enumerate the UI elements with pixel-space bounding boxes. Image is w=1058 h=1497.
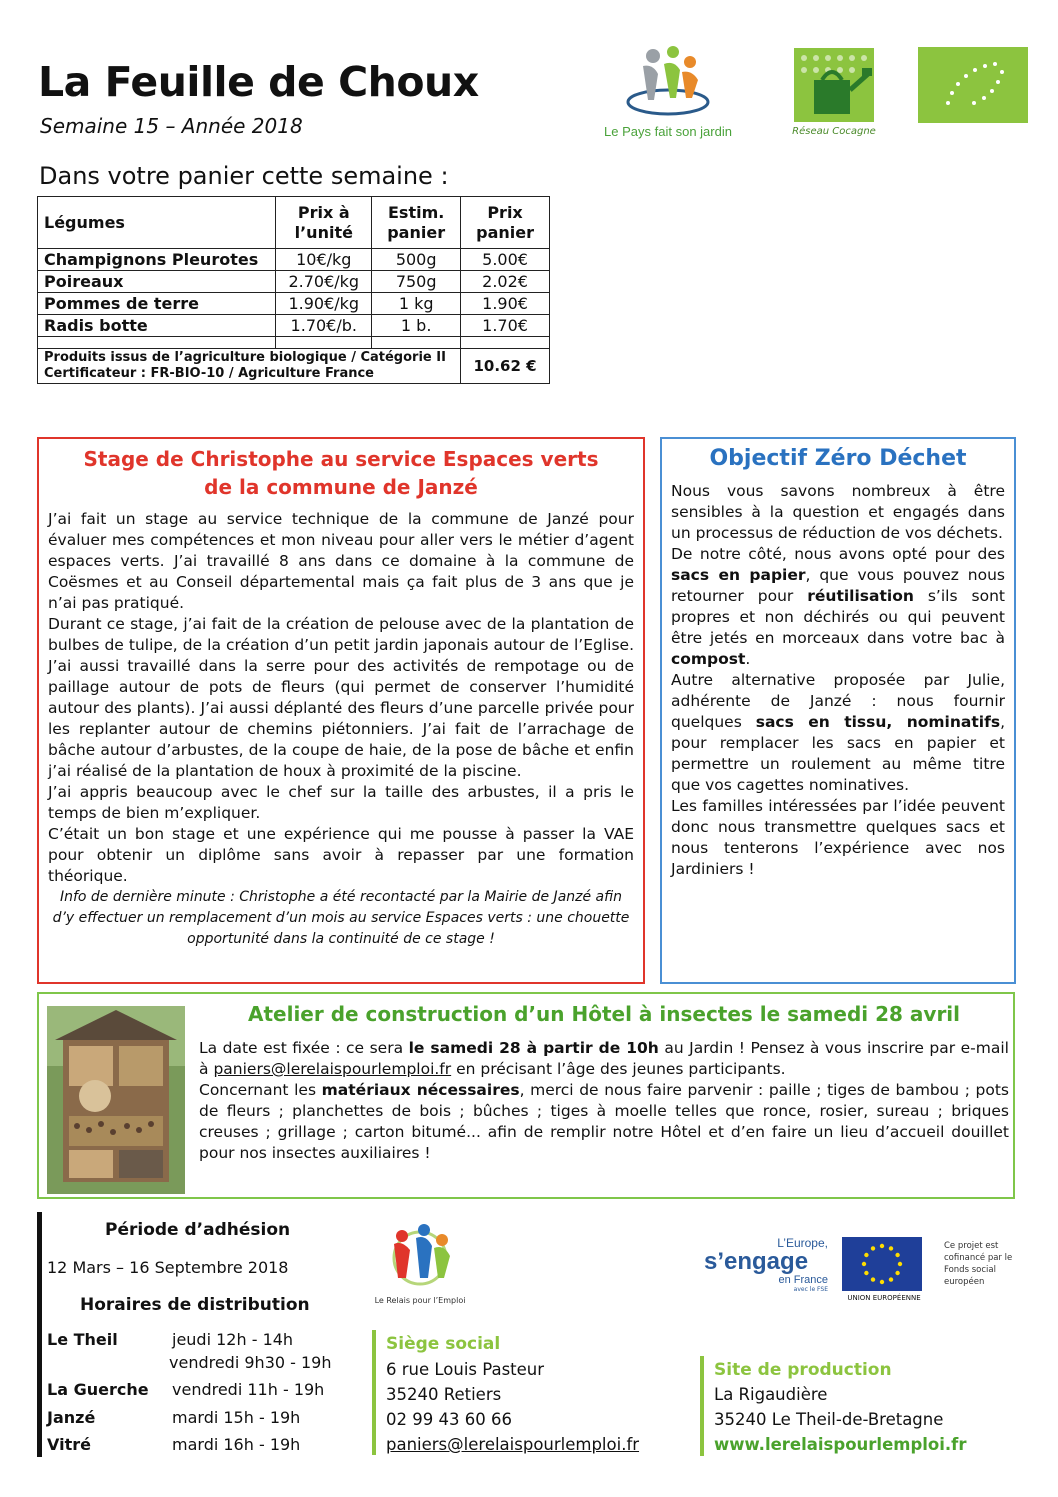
zero-paragraph [671,670,1005,796]
table-row [38,271,550,293]
row-estimate: 1 kg [372,293,461,315]
reseau-cocagne-logo [786,46,882,142]
atelier-paragraph [199,1038,1009,1080]
row-unit-price: 1.70€/b. [276,315,372,337]
text-run: Concernant les [199,1081,322,1099]
row-price: 1.70€ [461,315,550,337]
siege-address: 6 rue Louis Pasteur [386,1360,545,1379]
header-price: Prix panier [461,197,550,249]
footer-divider-bar [37,1212,42,1457]
engage-line-1: L’Europe, [777,1236,828,1250]
atelier-article [37,992,1015,1199]
table-footer-row [38,349,550,384]
stage-paragraph: Durant ce stage, j’ai fait de la création de pelouse avec de la plantation de bulbes de tulipe, de la création d’un petit jardin japonais autour de l’Eglise. J’ai aussi travaillé dans la serre pour des activités de rempotage ou de paillage autour de pots de fleurs (qui permet de conserver l’humidité autour des plants). J’ai aussi déplanté des fleurs d’une parcelle privée pour les replanter autour de chemins piétonniers. J’ai fait de l’arrachage de bâche autour d’arbustes, de la coupe de haie, de la pose de bâche et enfin j’ai réalisé de la plantation de houx à proximité de la piscine. [48,615,634,780]
zero-dechet-title: Objectif Zéro Déchet [709,446,967,471]
row-estimate: 750g [372,271,461,293]
stage-paragraph: C’était un bon stage et une expérience qui me pousse à passer la VAE pour obtenir un diplôme sans avoir à repasser par une formation théorique. [48,825,634,885]
stage-title [48,445,634,501]
spacer-cell [38,337,276,349]
zero-dechet-body [671,481,1005,880]
eu-organic-logo [918,47,1028,123]
atelier-title: Atelier de construction d’un Hôtel à insectes le samedi 28 avril [247,1002,961,1026]
row-name: Poireaux [38,271,276,293]
row-price: 2.02€ [461,271,550,293]
bold-run: sacs en papier [671,566,806,584]
siege-email-link[interactable]: paniers@lerelaispourlemploi.fr [386,1435,640,1454]
stage-body [48,509,634,887]
schedule-time: mardi 15h - 19h [172,1408,301,1427]
stage-title-line-2: de la commune de Janzé [204,475,478,499]
row-name: Champignons Pleurotes [38,249,276,271]
certification-line-1: Produits issus de l’agriculture biologique / Catégorie II [44,350,446,365]
people-hands-icon [380,1220,460,1294]
siege-phone: 02 99 43 60 66 [386,1410,512,1429]
atelier-body [199,1038,1009,1164]
text-run: La date est fixée : ce sera [199,1039,409,1057]
bold-run: le samedi 28 à partir de 10h [408,1039,659,1057]
row-unit-price: 10€/kg [276,249,372,271]
basket-heading: Dans votre panier cette semaine : [39,162,449,190]
zero-paragraph: Les familles intéressées par l’idée peuvent donc nous transmettre quelques sacs et nous tenterons l’expérience avec nos Jardiniers ! [671,797,1005,878]
row-unit-price: 2.70€/kg [276,271,372,293]
website-link[interactable]: www.lerelaispourlemploi.fr [714,1435,967,1454]
text-run: Autre alternative proposée par Julie, adhérente de Janzé : nous fournir quelques [671,671,1005,731]
email-link[interactable]: paniers@lerelaispourlemploi.fr [213,1060,452,1078]
header-estimate: Estim. panier [372,197,461,249]
stage-paragraph: J’ai fait un stage au service technique de la commune de Janzé pour évaluer mes compétences et mon niveau pour aller vers le métier d’agent espaces verts. J’ai travaillé 8 ans dans ce domaine à la commune de Coësmes et au Conseil départemental mais ça fait plus de 3 ans que je n’ai pas pratiqué. [48,510,634,612]
engage-line-2: s’engage [704,1248,809,1275]
certification-cell [38,349,461,384]
people-circle-icon [618,44,718,122]
periode-title: Période d’adhésion [105,1220,291,1240]
eu-stars-icon [842,1237,922,1291]
row-price: 5.00€ [461,249,550,271]
zero-dechet-article [660,437,1016,984]
bold-run: sacs en tissu, nominatifs [755,713,1001,731]
row-name: Pommes de terre [38,293,276,315]
schedule-place: Vitré [47,1435,91,1454]
schedule-place: Janzé [47,1408,96,1427]
basket-total: 10.62 € [461,349,550,384]
schedule-time: jeudi 12h - 14h [172,1330,294,1349]
table-row [38,315,550,337]
stage-title-line-1: Stage de Christophe au service Espaces verts [83,447,599,471]
site-city: 35240 Le Theil-de-Bretagne [714,1410,944,1429]
zero-paragraph [671,544,1005,670]
spacer-cell [276,337,372,349]
schedule-place: Le Theil [47,1330,118,1349]
text-run: s’ils sont propres et non déchirés ou qui peuvent être jetés en morceaux dans votre bac à [671,587,1005,647]
eu-flag-logo [842,1237,926,1307]
spacer-cell [461,337,550,349]
siege-divider-bar [372,1330,376,1455]
pays-jardin-logo [578,44,758,144]
spacer-cell [372,337,461,349]
eu-leaf-icon [918,47,1028,123]
watering-can-icon [792,46,876,124]
relais-emploi-logo [372,1220,468,1310]
schedule-time: mardi 16h - 19h [172,1435,301,1454]
table-row [38,293,550,315]
relais-caption: Le Relais pour l’Emploi [374,1296,466,1305]
cocagne-caption: Réseau Cocagne [792,126,876,137]
text-run: De notre côté, nous avons opté pour des [671,545,1005,563]
bold-run: compost [671,650,746,668]
schedule-time: vendredi 11h - 19h [172,1380,325,1399]
row-price: 1.90€ [461,293,550,315]
insect-hotel-image [47,1006,185,1194]
table-header-row [38,197,550,249]
engage-line-4: avec le FSE [793,1286,828,1293]
basket-table [37,196,550,384]
row-name: Radis botte [38,315,276,337]
engage-line-3: en France [778,1274,828,1286]
stage-paragraph: J’ai appris beaucoup avec le chef sur la taille des arbustes, il a pris le temps de bien m’expliquer. [48,783,634,822]
site-divider-bar [700,1356,704,1456]
siege-city: 35240 Retiers [386,1385,502,1404]
text-run: en précisant l’âge des jeunes participants. [451,1060,786,1078]
eu-flag [842,1237,922,1291]
row-estimate: 1 b. [372,315,461,337]
header-legumes: Légumes [38,197,276,249]
table-spacer-row [38,337,550,349]
bold-run: matériaux nécessaires [321,1081,520,1099]
row-estimate: 500g [372,249,461,271]
stage-article [37,437,645,984]
table-row [38,249,550,271]
eu-caption: UNION EUROPÉENNE [847,1294,921,1302]
schedule-time: vendredi 9h30 - 19h [169,1353,332,1372]
page-subtitle: Semaine 15 – Année 2018 [40,114,303,138]
text-run: . [745,650,751,668]
stage-note: Info de dernière minute : Christophe a été recontacté par la Mairie de Janzé afin d’y effectuer un remplacement d’un mois au service Espaces verts : une chouette opportunité dans la continuité de ce stage ! [52,889,630,947]
zero-paragraph: Nous vous savons nombreux à être sensibles à la question et engagés dans un processus de réduction de vos déchets. [671,482,1005,542]
text-run: , merci de nous faire parvenir : paille ; tiges de bambou ; pots de fleurs ; planchettes de bois ; bûches ; tiges à moelle telles que ronce, rosier, sureau ; briques creuses ; grillage ; carton bitumé... afin de remplir notre Hôtel et d’en faire un lieu d’accueil douillet pour nos insectes auxiliaires ! [199,1081,1009,1162]
row-unit-price: 1.90€/kg [276,293,372,315]
periode-dates: 12 Mars – 16 Septembre 2018 [47,1258,289,1277]
schedule-place: La Guerche [47,1380,149,1399]
europe-engage-logo [704,1236,828,1306]
siege-title: Siège social [386,1334,501,1354]
insect-hotel-photo [47,1006,185,1194]
atelier-paragraph [199,1080,1009,1164]
site-name: La Rigaudière [714,1385,828,1404]
horaires-title: Horaires de distribution [80,1295,310,1315]
page-title: La Feuille de Choux [38,58,479,106]
site-title: Site de production [714,1360,892,1380]
bold-run: réutilisation [807,587,914,605]
text-run: , pour remplacer les sacs en papier et permettre un roulement au même titre que vos cagettes nominatives. [671,713,1005,794]
fse-cofinancing-text: Ce projet est cofinancé par le Fonds social européen [944,1241,1013,1287]
certification-line-2: Certificateur : FR-BIO-10 / Agriculture France [44,366,374,381]
text-run: au Jardin ! Pensez à vous inscrire par e-mail à [199,1039,1009,1078]
header-unit-price: Prix à l’unité [276,197,372,249]
text-run: , que vous pouvez nous retourner pour [671,566,1005,605]
pays-jardin-caption: Le Pays fait son jardin [604,124,732,139]
